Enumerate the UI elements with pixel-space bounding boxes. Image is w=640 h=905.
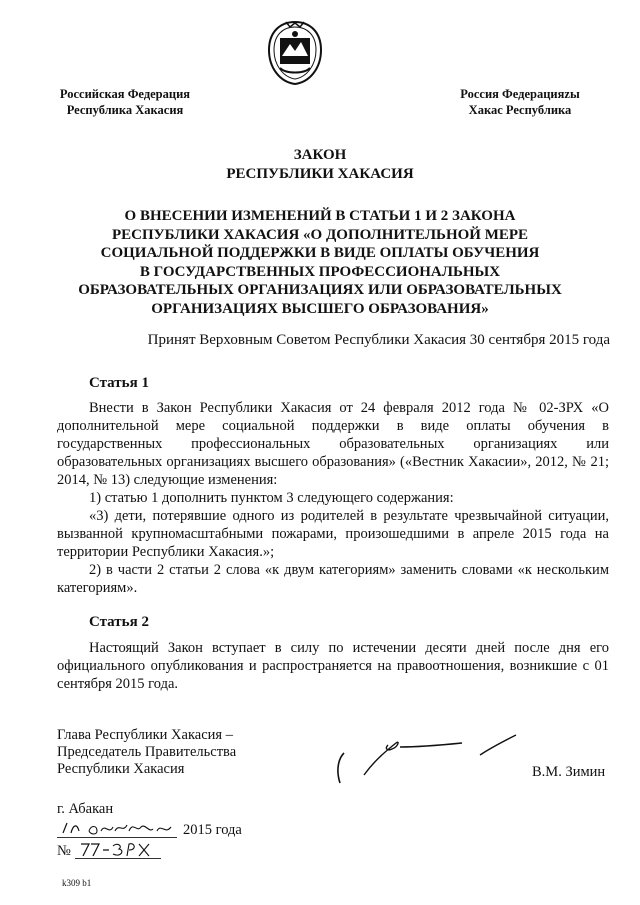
place-of-signing: г. Абакан (57, 801, 114, 817)
handwritten-number (75, 840, 161, 859)
law-name-line: ОРГАНИЗАЦИЯХ ВЫСШЕГО ОБРАЗОВАНИЯ» (151, 300, 489, 317)
signatory-line1: Глава Республики Хакасия – (57, 727, 233, 743)
article-1-item-2: 2) в части 2 статьи 2 слова «к двум категориям» заменить словами «к нескольким категориям». (57, 562, 609, 596)
law-name-line: СОЦИАЛЬНОЙ ПОДДЕРЖКИ В ВИДЕ ОПЛАТЫ ОБУЧЕНИЯ (100, 245, 540, 261)
article-1-subitem-3: «3) дети, потерявшие одного из родителей в результате чрезвычайной ситуации, вызванной крупномасштабными пожарами, произошедшими в апреле 2015 года на территории Республики Хакасия.»; (57, 508, 609, 560)
signatory-line2: Председатель Правительства (57, 744, 237, 760)
document-footer-code: k309 b1 (62, 878, 92, 888)
header-left-line1: Российская Федерация (59, 87, 191, 101)
document-type-title: ЗАКОН (293, 147, 347, 163)
number-prefix: № (57, 843, 71, 859)
article-2-heading: Статья 2 (89, 614, 149, 630)
article-1-intro: Внести в Закон Республики Хакасия от 24 февраля 2012 года № 02-ЗРХ «О дополнительной мере социальной поддержки в виде оплаты обучения в государственных профессиональных образовательных организациях или образовательных организациях высшего образования» («Вестник Хакасии», 2012, № 21; 2014, № 13) следующие изменения: (57, 400, 609, 488)
handwritten-signature (330, 733, 530, 785)
signing-date (57, 819, 242, 839)
header-russian-federation (40, 86, 210, 118)
header-right-line1: Россия Федерацияzы (460, 87, 580, 101)
article-2-text: Настоящий Закон вступает в силу по истечении десяти дней после дня его официального опубликования и распространяется на правоотношения, возникшие с 01 сентября 2015 года. (57, 640, 609, 692)
law-name-line: ОБРАЗОВАТЕЛЬНЫХ ОРГАНИЗАЦИЯХ ИЛИ ОБРАЗОВАТЕЛЬНЫХ (78, 282, 562, 298)
signer-name: В.М. Зимин (532, 764, 606, 780)
law-name-line: РЕСПУБЛИКИ ХАКАСИЯ «О ДОПОЛНИТЕЛЬНОЙ МЕРЕ (111, 226, 529, 243)
article-1-item-1: 1) статью 1 дополнить пунктом 3 следующего содержания: (89, 490, 454, 506)
header-left-line2: Республика Хакасия (66, 103, 184, 117)
coat-of-arms-emblem (266, 20, 324, 86)
header-khakas (430, 86, 610, 118)
header-right-line2: Хакас Республика (468, 103, 572, 117)
adoption-statement: Принят Верховным Советом Республики Хакасия 30 сентября 2015 года (147, 332, 610, 348)
signatory-position (57, 727, 297, 778)
law-number (57, 840, 161, 860)
law-name-line: В ГОСУДАРСТВЕННЫХ ПРОФЕССИОНАЛЬНЫХ (139, 263, 501, 280)
handwritten-date (57, 819, 177, 838)
article-1-heading: Статья 1 (89, 375, 149, 391)
document-issuer-title: РЕСПУБЛИКИ ХАКАСИЯ (226, 166, 414, 182)
date-year-suffix: 2015 года (183, 822, 242, 838)
signatory-line3: Республики Хакасия (57, 761, 185, 777)
law-name (40, 207, 600, 318)
law-name-line: О ВНЕСЕНИИ ИЗМЕНЕНИЙ В СТАТЬИ 1 И 2 ЗАКОНА (124, 208, 516, 224)
